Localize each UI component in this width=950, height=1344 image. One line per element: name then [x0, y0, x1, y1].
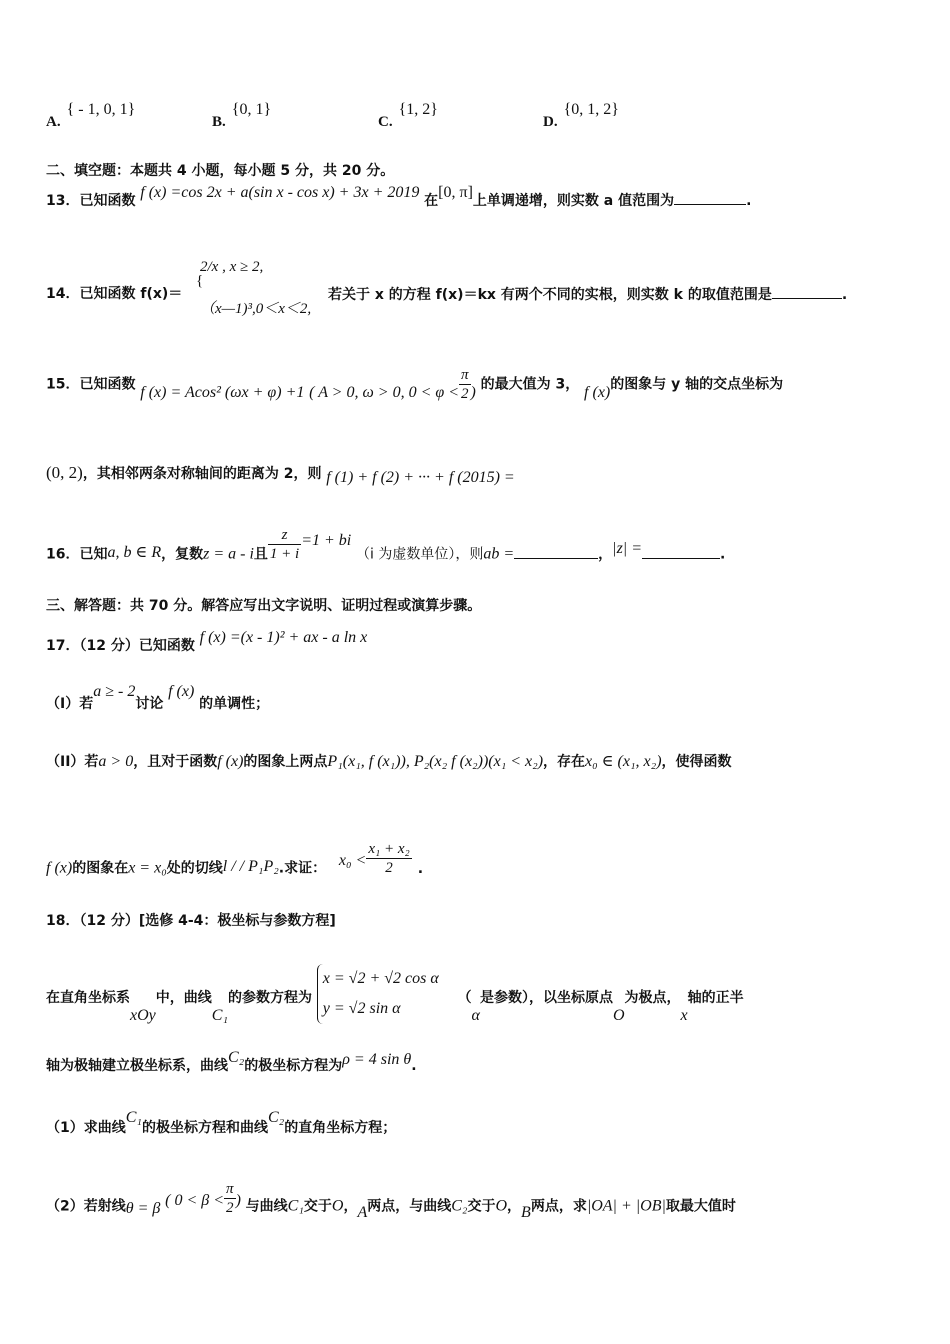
q17-p2-tail: ，使得函数: [661, 754, 732, 770]
q18-sys-x: x = √2 + √2 cos α: [322, 970, 439, 987]
q17-p2-mid: ，且对于函数: [133, 754, 218, 770]
q17-l2-fx: f (x): [46, 859, 73, 877]
q17-p1-mid: 讨论: [135, 696, 164, 712]
section-solution-title: 三、解答题：共 70 分。解答应写出文字说明、证明过程或演算步骤。: [46, 598, 482, 614]
q17-p2-cond: a > 0: [98, 753, 134, 770]
q18-l1-c1: C₁: [211, 1007, 228, 1024]
q14-tail-line: [328, 282, 847, 306]
choice-a: [46, 101, 136, 131]
q17-l2-a: 的图象在: [72, 860, 129, 877]
q13-answer-blank[interactable]: [674, 188, 746, 205]
q13-number: 13．已知函数: [46, 193, 136, 209]
q18-p2-e: 交于: [467, 1198, 496, 1215]
q14-end: .: [841, 287, 848, 303]
q16-sep: ，: [598, 546, 613, 563]
q15-function: f (x) = Acos² (ωx + φ) +1: [140, 383, 305, 401]
q16-eq: =1 + bi: [301, 531, 352, 549]
question-13: [46, 184, 752, 212]
q17-p2-mid2: 的图象上两点: [243, 754, 328, 770]
q15-frac-den: 2: [461, 386, 469, 402]
q18-p2-frac-num: π: [226, 1181, 234, 1197]
q14-number: 14．已知函数 f(x)＝: [46, 286, 183, 302]
q18-l1-e: 是参数），以坐标原点: [479, 990, 613, 1006]
q18-p2-A: A: [357, 1203, 368, 1221]
q18-p1-c2: C₂: [267, 1109, 285, 1126]
q18-l1-g: 轴的正半: [687, 990, 744, 1006]
q16-z: z = a - i: [203, 545, 254, 563]
q18-p2-f: 两点，求: [530, 1198, 587, 1215]
choice-c: [378, 101, 438, 131]
q17-l2-ineq: x₀ <: [338, 851, 367, 869]
q16-paren: （i 为虚数单位），则: [356, 546, 484, 563]
choice-c-label: C.: [378, 114, 393, 130]
q13-interval: [0, π]: [438, 184, 473, 201]
q18-line-1: [46, 968, 744, 1028]
q15-fx: f (x): [584, 383, 611, 401]
q17-p1-label: （I）若: [46, 696, 94, 712]
q18-p2-sep2: ，: [507, 1198, 522, 1215]
q18-p2-cond-end: ): [235, 1191, 241, 1209]
q18-p1-b: 的极坐标方程和曲线: [141, 1120, 268, 1136]
q14-brace: {: [196, 273, 204, 289]
q16-frac-den: 1 + i: [269, 546, 300, 562]
q18-alpha: α: [471, 1007, 480, 1024]
q17-l2-x: x = x₀: [128, 859, 167, 877]
q16-mid-1: ，复数: [161, 546, 204, 563]
question-15: [46, 366, 783, 403]
q18-l2-b: 的极坐标方程为: [244, 1058, 343, 1074]
q16-frac-num: z: [268, 526, 301, 545]
q18-p2-frac: [224, 1180, 236, 1217]
q18-p2-c: 交于: [303, 1198, 332, 1215]
q15-tail-1: 的最大值为 3，: [480, 376, 580, 393]
q15-cond-end: ): [470, 383, 476, 401]
q14-case-1: 2/x , x ≥ 2,: [200, 259, 264, 275]
q14-case-2: （x—1)³,0＜x＜2,: [200, 301, 312, 317]
choice-b-value: {0, 1}: [231, 101, 272, 118]
q17-p2-x0: x₀ ∈ (x₁, x₂): [585, 753, 662, 770]
q17-number: 17．（12 分）已知函数: [46, 638, 195, 654]
q18-part-1: [46, 1109, 397, 1139]
q15-frac-num: π: [461, 367, 469, 383]
question-15-line-2: [46, 462, 515, 485]
q18-p2-cond: ( 0 < β <: [165, 1191, 225, 1209]
q16-absz-blank[interactable]: [642, 542, 720, 559]
q13-mid: 在: [424, 193, 439, 209]
q18-p2-sep1: ，: [343, 1198, 358, 1215]
q13-function: f (x) =cos 2x + a(sin x - cos x) + 3x + 2019: [140, 184, 420, 201]
q18-l2-c2: C₂: [228, 1049, 245, 1066]
q18-l1-d: （: [457, 990, 472, 1006]
q18-p2-g: 取最大值时: [665, 1198, 736, 1215]
q18-p2-frac-den: 2: [226, 1200, 234, 1216]
q18-l2-end: .: [411, 1058, 417, 1074]
q17-l2-b: 处的切线: [166, 860, 223, 877]
q16-set: a, b ∈ R: [107, 543, 162, 561]
q18-sys-y: y = √2 sin α: [322, 1000, 401, 1017]
q14-tail: 若关于 x 的方程 f(x)＝kx 有两个不同的实根，则实数 k 的取值范围是: [328, 287, 772, 303]
q18-p2-d: 两点，与曲线: [367, 1198, 452, 1215]
section-fill-blank-title: 二、填空题：本题共 4 小题，每小题 5 分，共 20 分。: [46, 163, 395, 179]
q17-p2-mid3: ，存在: [543, 754, 586, 770]
q15-pi-over-2: [459, 366, 471, 403]
q16-end: .: [720, 546, 726, 563]
q17-l2-frac-num: x₁ + x₂: [368, 841, 410, 857]
q16-z-over-1-plus-i: [268, 526, 301, 563]
q18-polar-eq: ρ = 4 sin θ: [342, 1051, 412, 1068]
q17-l2-l: l / / P₁P₂: [222, 857, 279, 875]
q17-function: f (x) =(x - 1)² + ax - a ln x: [199, 629, 368, 646]
choice-b-label: B.: [212, 114, 226, 130]
q18-ray: θ = β: [125, 1199, 161, 1217]
q16-number: 16．已知: [46, 546, 108, 563]
q18-l1-b: 中，曲线: [155, 990, 212, 1006]
q18-xoy: xOy: [130, 1007, 156, 1024]
q18-x-axis: x: [680, 1007, 688, 1024]
q18-p2-expr: |OA| + |OB|: [586, 1197, 666, 1215]
choice-a-label: A.: [46, 114, 61, 130]
q18-p2-c2: C₂: [451, 1197, 468, 1215]
q17-l2-frac: [366, 840, 411, 877]
choice-d-value: {0, 1, 2}: [563, 101, 619, 118]
q15-line-2-text: ，其相邻两条对称轴间的距离为 2，则: [82, 466, 322, 482]
q16-absz: |z| =: [612, 539, 642, 557]
q17-p2-fx: f (x): [217, 753, 244, 770]
q18-origin: O: [612, 1007, 625, 1024]
q13-end: .: [746, 193, 752, 209]
q17-l2-end: .: [417, 860, 424, 877]
choice-c-value: {1, 2}: [398, 101, 438, 118]
q18-parametric-system: [317, 964, 439, 1024]
q17-part-1: [46, 683, 270, 715]
q13-tail: 上单调递增，则实数 a 值范围为: [472, 193, 675, 209]
q18-p2-c1: C₁: [287, 1197, 304, 1215]
choice-a-value: { - 1, 0, 1}: [66, 101, 136, 118]
question-17: [46, 629, 368, 657]
choice-d-label: D.: [543, 114, 558, 130]
q18-p1-c1: C₁: [125, 1109, 142, 1126]
choice-b: [212, 101, 272, 131]
q18-p2-a: （2）若射线: [46, 1198, 126, 1215]
q17-l2-c: .求证：: [278, 860, 327, 877]
q17-p2-label: （II）若: [46, 754, 99, 770]
q15-tail-2: 的图象与 y 轴的交点坐标为: [610, 376, 784, 393]
q18-p2-o2: O: [495, 1197, 508, 1215]
choice-d: [543, 101, 619, 131]
q15-point: (0, 2): [46, 463, 83, 482]
q17-part-2-line-2: [46, 841, 424, 887]
question-16: [46, 527, 726, 573]
q17-p1-tail: 的单调性；: [199, 696, 270, 712]
q17-part-2: [46, 750, 732, 773]
q16-ab: ab =: [483, 545, 515, 563]
q18-p2-B: B: [521, 1203, 531, 1221]
question-18-title: 18．（12 分）[选修 4-4：极坐标与参数方程]: [46, 913, 336, 929]
q18-p2-b: 与曲线: [245, 1198, 288, 1215]
q18-p1-a: （1）求曲线: [46, 1120, 126, 1136]
q18-p2-o1: O: [331, 1197, 344, 1215]
q16-ab-blank[interactable]: [514, 542, 598, 559]
q17-l2-frac-den: 2: [385, 860, 393, 876]
q18-l2-a: 轴为极轴建立极坐标系，曲线: [46, 1058, 228, 1074]
q18-p1-c: 的直角坐标方程；: [284, 1120, 397, 1136]
question-14: [46, 282, 182, 305]
q17-p1-cond: a ≥ - 2: [93, 683, 136, 700]
q15-sum: f (1) + f (2) + ··· + f (2015) =: [326, 469, 515, 486]
q18-part-2: [46, 1181, 736, 1225]
q18-l1-f: 为极点，: [624, 990, 681, 1006]
q16-mid-2: 且: [253, 546, 268, 563]
q18-line-2: [46, 1049, 417, 1077]
q17-p2-points: P₁(x₁, f (x₁)), P₂(x₂ f (x₂))(x₁ < x₂): [327, 753, 544, 770]
q17-p1-fx: f (x): [168, 683, 195, 700]
q18-l1-c: 的参数方程为: [228, 990, 312, 1006]
q18-l1-a: 在直角坐标系: [46, 990, 130, 1006]
q15-condition: ( A > 0, ω > 0, 0 < φ <: [309, 383, 460, 401]
q14-answer-blank[interactable]: [772, 282, 842, 299]
q15-number: 15．已知函数: [46, 376, 136, 393]
